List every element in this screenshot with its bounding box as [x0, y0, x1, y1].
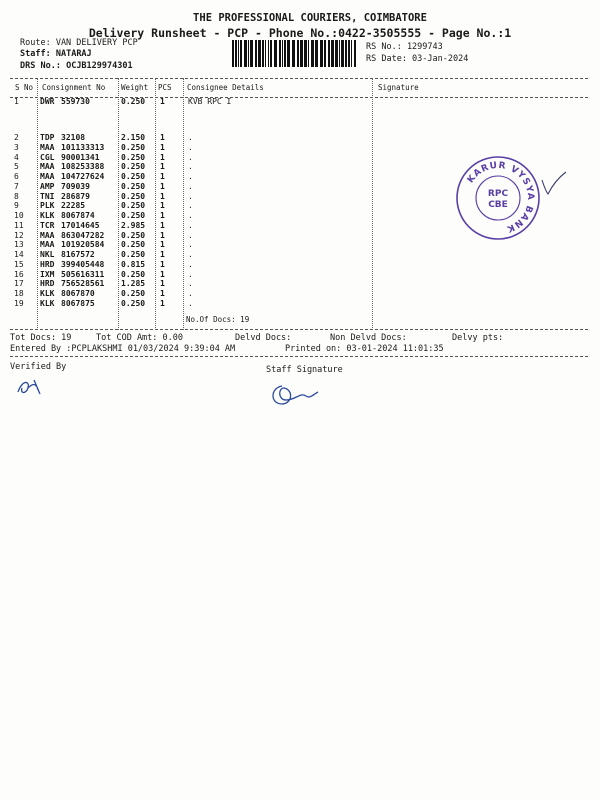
- row-consignee: .: [188, 230, 193, 240]
- row-consignment-number: 559730: [61, 97, 90, 106]
- row-consignment-prefix: HRD: [40, 259, 55, 269]
- barcode-bar: [287, 40, 290, 67]
- row-consignee: .: [188, 133, 193, 142]
- row-weight: 0.250: [121, 181, 146, 191]
- row-consignment-number: 104727624: [61, 172, 105, 181]
- row-consignment-prefix: MAA: [40, 240, 55, 250]
- barcode-bar: [339, 40, 340, 67]
- barcode-bar: [348, 40, 350, 67]
- staff-line: [20, 49, 92, 59]
- barcode-bar: [248, 40, 249, 67]
- barcode-bar: [297, 40, 299, 67]
- row-consignment-prefix: MAA: [40, 162, 55, 172]
- row-consignment-number: 8067870: [61, 289, 95, 298]
- row-sno: 12: [14, 230, 24, 240]
- stamp-center-line2: CBE: [488, 200, 508, 210]
- row-sno: 14: [14, 250, 24, 259]
- barcode-bar: [238, 40, 239, 67]
- printed-on: Printed on: 03-01-2024 11:01:35: [285, 344, 444, 354]
- col-header-sno: S No: [15, 83, 34, 92]
- row-consignment-prefix: MAA: [40, 172, 55, 181]
- rs-number: RS No.: 1299743: [366, 42, 443, 52]
- row-sno: 3: [14, 142, 19, 152]
- row-consignment-number: 108253388: [61, 162, 105, 172]
- rs-date: RS Date: 03-Jan-2024: [366, 54, 469, 64]
- row-consignee: .: [188, 142, 193, 152]
- barcode-bar: [341, 40, 344, 67]
- row-consignee: .: [188, 240, 193, 250]
- row-sno: 9: [14, 201, 19, 211]
- staff-signature-label: Staff Signature: [266, 365, 343, 375]
- barcode-bar: [351, 40, 352, 67]
- row-weight: 0.250: [121, 191, 146, 201]
- row-consignment-prefix: MAA: [40, 230, 55, 240]
- staff-signature: [268, 380, 320, 410]
- row-weight: 0.250: [121, 97, 146, 106]
- row-consignment-prefix: KLK: [40, 298, 55, 308]
- barcode-bar: [345, 40, 347, 67]
- row-consignment-prefix: HRD: [40, 279, 55, 289]
- row-consignee: .: [188, 269, 193, 279]
- barcode-bar: [250, 40, 253, 67]
- row-consignment-number: 101133313: [61, 142, 105, 152]
- row-consignment-prefix: AMP: [40, 181, 55, 191]
- row-consignment-number: 32108: [61, 133, 86, 142]
- row-pcs: 1: [160, 152, 165, 162]
- row-consignment-prefix: TCR: [40, 220, 55, 230]
- row-consignment-prefix: NKL: [40, 250, 55, 259]
- row-consignment-number: 756528561: [61, 279, 105, 289]
- barcode-bar: [315, 40, 318, 67]
- row-weight: 2.985: [121, 220, 146, 230]
- row-consignment-prefix: MAA: [40, 142, 55, 152]
- row-consignment-number: 863047282: [61, 230, 105, 240]
- table-row: [0, 279, 600, 289]
- barcode-bar: [284, 40, 286, 67]
- row-pcs: 1: [160, 250, 165, 259]
- barcode-bar: [258, 40, 261, 67]
- row-sno: 8: [14, 191, 19, 201]
- row-pcs: 1: [160, 279, 165, 289]
- verified-signature: [14, 376, 50, 398]
- drs-value: OCJB129974301: [66, 61, 133, 71]
- barcode-bar: [331, 40, 334, 67]
- row-sno: 18: [14, 289, 24, 298]
- table-row: [0, 250, 600, 260]
- row-consignee: KVB RPC I: [188, 97, 232, 106]
- row-consignee: .: [188, 279, 193, 289]
- row-pcs: 1: [160, 201, 165, 211]
- row-sno: 4: [14, 152, 19, 162]
- row-consignment-number: 399405448: [61, 259, 105, 269]
- row-consignment-number: 709039: [61, 181, 90, 191]
- row-pcs: 1: [160, 269, 165, 279]
- row-weight: 0.250: [121, 240, 146, 250]
- barcode-bar: [240, 40, 242, 67]
- barcode-bar: [255, 40, 257, 67]
- row-sno: 5: [14, 162, 19, 172]
- table-row: [0, 289, 600, 299]
- row-consignee: .: [188, 181, 193, 191]
- barcode-bar: [354, 40, 356, 67]
- row-sno: 7: [14, 181, 19, 191]
- row-weight: 0.815: [121, 259, 146, 269]
- barcode-bar: [328, 40, 330, 67]
- row-weight: 0.250: [121, 250, 146, 259]
- barcode: [232, 40, 358, 67]
- staff-value: NATARAJ: [55, 49, 92, 59]
- total-cod-amount: Tot COD Amt: 0.00: [96, 333, 183, 343]
- stamp-center-line1: RPC: [487, 189, 509, 199]
- row-pcs: 1: [160, 142, 165, 152]
- row-consignee: .: [188, 152, 193, 162]
- row-consignment-prefix: CGL: [40, 152, 55, 162]
- col-header-signature: Signature: [378, 83, 419, 92]
- row-consignee: .: [188, 162, 193, 172]
- row-consignee: .: [188, 220, 193, 230]
- row-pcs: 1: [160, 133, 165, 142]
- row-weight: 0.250: [121, 162, 146, 172]
- barcode-bar: [304, 40, 307, 67]
- row-pcs: 1: [160, 97, 165, 106]
- barcode-bar: [232, 40, 234, 67]
- row-sno: 13: [14, 240, 24, 250]
- footer-rule: [10, 356, 588, 357]
- row-consignee: .: [188, 259, 193, 269]
- barcode-bar: [262, 40, 264, 67]
- row-weight: 0.250: [121, 298, 146, 308]
- barcode-bar: [268, 40, 269, 67]
- row-weight: 0.250: [121, 201, 146, 211]
- row-sno: 15: [14, 259, 24, 269]
- row-weight: 0.250: [121, 230, 146, 240]
- row-consignment-prefix: PLK: [40, 201, 55, 211]
- barcode-bar: [311, 40, 314, 67]
- no-of-docs: No.Of Docs: 19: [186, 315, 250, 324]
- row-consignment-number: 101920584: [61, 240, 105, 250]
- row-pcs: 1: [160, 259, 165, 269]
- row-consignment-number: 22285: [61, 201, 86, 211]
- row-weight: 0.250: [121, 142, 146, 152]
- table-row: [0, 133, 600, 143]
- row-weight: 1.285: [121, 279, 146, 289]
- row-consignee: .: [188, 172, 193, 181]
- row-consignment-number: 8167572: [61, 250, 95, 259]
- row-sno: 17: [14, 279, 24, 289]
- barcode-bar: [235, 40, 237, 67]
- row-consignee: .: [188, 250, 193, 259]
- row-pcs: 1: [160, 220, 165, 230]
- barcode-bar: [300, 40, 303, 67]
- row-sno: 2: [14, 133, 19, 142]
- row-consignment-number: 286879: [61, 191, 90, 201]
- barcode-bar: [279, 40, 281, 67]
- row-consignment-prefix: TDP: [40, 133, 55, 142]
- col-header-consignee: Consignee Details: [187, 83, 264, 92]
- row-consignment-prefix: IXM: [40, 269, 55, 279]
- row-weight: 0.250: [121, 152, 146, 162]
- row-weight: 0.250: [121, 211, 146, 220]
- row-pcs: 1: [160, 240, 165, 250]
- row-pcs: 1: [160, 172, 165, 181]
- barcode-bar: [324, 40, 326, 67]
- row-sno: 19: [14, 298, 24, 308]
- route-line: Route: VAN DELIVERY PCP: [20, 38, 138, 48]
- row-consignee: .: [188, 191, 193, 201]
- entered-by: Entered By :PCPLAKSHMI 01/03/2024 9:39:04 AM: [10, 344, 236, 354]
- table-row: [0, 260, 600, 270]
- row-consignee: .: [188, 298, 193, 308]
- row-consignment-number: 505616311: [61, 269, 105, 279]
- non-delivered-docs: Non Delvd Docs:: [330, 333, 407, 343]
- staff-label: Staff:: [20, 49, 51, 59]
- row-consignment-prefix: DWR: [40, 97, 55, 106]
- row-consignee: .: [188, 201, 193, 211]
- delivery-points: Delvy pts:: [452, 333, 504, 343]
- table-row: [0, 299, 600, 309]
- barcode-bar: [265, 40, 266, 67]
- row-sno: 6: [14, 172, 19, 181]
- row-consignment-prefix: TNI: [40, 191, 55, 201]
- col-header-weight: Weight: [121, 83, 149, 92]
- barcode-bar: [308, 40, 309, 67]
- barcode-bar: [320, 40, 323, 67]
- row-consignee: .: [188, 211, 193, 220]
- table-top-rule: [10, 78, 588, 79]
- barcode-bar: [274, 40, 277, 67]
- table-row: [0, 270, 600, 280]
- total-docs: Tot Docs: 19: [10, 333, 72, 343]
- row-consignment-prefix: KLK: [40, 289, 55, 298]
- delivered-docs: Delvd Docs:: [235, 333, 292, 343]
- col-header-pcs: PCS: [158, 83, 172, 92]
- row-pcs: 1: [160, 289, 165, 298]
- row-sno: 10: [14, 211, 24, 220]
- row-weight: 0.250: [121, 289, 146, 298]
- barcode-bar: [335, 40, 338, 67]
- barcode-bar: [270, 40, 272, 67]
- row-consignment-number: 90001341: [61, 152, 100, 162]
- row-weight: 0.250: [121, 269, 146, 279]
- row-sno: 11: [14, 220, 24, 230]
- row-pcs: 1: [160, 181, 165, 191]
- row-consignment-number: 8067875: [61, 298, 95, 308]
- barcode-bar: [282, 40, 283, 67]
- row-pcs: 1: [160, 230, 165, 240]
- row-consignment-number: 17014645: [61, 220, 100, 230]
- stamp-ring-text: KARUR VYSYA BANK: [465, 160, 536, 234]
- row-weight: 0.250: [121, 172, 146, 181]
- row-pcs: 1: [160, 162, 165, 172]
- drs-line: [20, 61, 133, 71]
- row-sno: 1: [14, 97, 19, 106]
- runsheet-title: Delivery Runsheet - PCP - Phone No.:0422-3505555 - Page No.:1: [88, 26, 512, 40]
- company-name: THE PROFESSIONAL COURIERS, COIMBATORE: [193, 12, 427, 24]
- row-pcs: 1: [160, 191, 165, 201]
- row-pcs: 1: [160, 211, 165, 220]
- barcode-bar: [244, 40, 247, 67]
- row-pcs: 1: [160, 298, 165, 308]
- row-weight: 2.150: [121, 133, 146, 142]
- col-header-consignment: Consignment No: [42, 83, 106, 92]
- table-row: [0, 97, 600, 107]
- drs-label: DRS No.:: [20, 61, 61, 71]
- row-consignment-number: 8067874: [61, 211, 95, 220]
- barcode-bar: [292, 40, 295, 67]
- table-bottom-rule: [10, 329, 588, 330]
- row-sno: 16: [14, 269, 24, 279]
- verified-by-label: Verified By: [10, 362, 67, 372]
- bank-stamp: [452, 152, 544, 244]
- row-consignee: .: [188, 289, 193, 298]
- row-consignment-prefix: KLK: [40, 211, 55, 220]
